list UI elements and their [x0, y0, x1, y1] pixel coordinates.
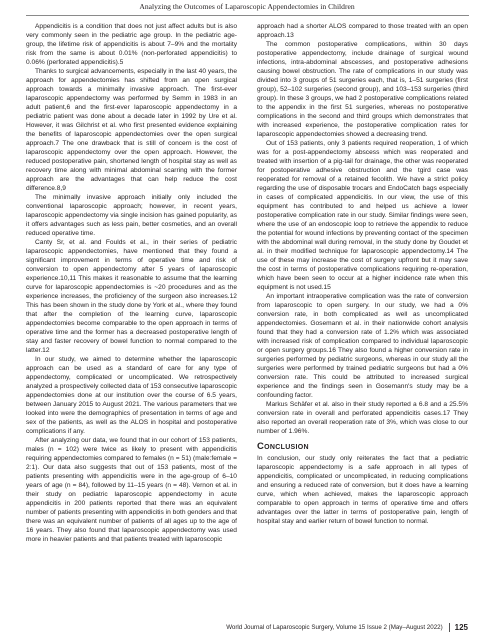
right-column	[257, 22, 468, 526]
paragraph-conversion-rate: An important intraoperative complication was the rate of conversion from laparoscopic to open surgery. In our study, we had a 0% conversion rate, in both complicated as well as uncomplicated appendectomies. Gosemann et al. in their nationwide cohort analysis found that they had a conversion rate of 1.2% which was associated with increased risk of complication compared to individual laparoscopic or open surgery groups.16 They also found a higher conversion rate in surgeries performed by pediatric surgeons, whereas in our study all the surgeries were performed by trained pediatric surgeons but had a 0% conversion rate. This could be attributed to increased surgical experience and the findings seen in Gosemann's study may be a confounding factor.	[257, 293, 468, 399]
paragraph-surgical-advancements: Thanks to surgical advancements, especially in the last 40 years, the approach for appendectomies has shifted from an open surgical approach towards a minimally invasive approach. The first-ever laparoscopic appendectomy was performed by Semm in 1983 in an adult patient,6 and the first-ever laparoscopic appendectomy in a pediatric patient was done about a decade later in 1992 by Ure et al. However, it was Gilchrist et al. who first presented evidence explaining the benefits of laparoscopic appendectomies over the open surgical approach.7 The one drawback that is still of concern is the cost of laparoscopic appendectomy over the open approach. However, the reduced postoperative pain, shortened length of hospital stay as well as recovery time along with minimal abdominal scarring with the former approach are the advantages that can help reduce the cost difference.8,9	[26, 68, 237, 192]
paragraph-minimally-invasive: The minimally invasive approach initially only included the conventional laparoscopic approach; however, in recent years, laparoscopic appendectomy via single incision has gained popularity, as it offers advantages such as less pain, better cosmetics, and an overall reduced operative time.	[26, 194, 237, 237]
header-divider	[26, 15, 469, 16]
paragraph-schafer-study: Markus Schäfer et al. also in their study reported a 6.8 and a 25.5% conversion rate in overall and perforated appendicitis cases.17 They also reported an overall reoperation rate of 3%, which was close to our number of 1.96%.	[257, 401, 468, 435]
page-number: 125	[449, 623, 468, 632]
paragraph-conclusion: In conclusion, our study only reiterates the fact that a pediatric laparoscopic appendectomy is a safe approach in all types of appendicitis, complicated or uncomplicated, in reducing complications and ensuring a reduced rate of conversion, but it does have a learning curve, which when achieved, makes the laparoscopic approach comparable to open approach in terms of operative time and offers advantages over the latter in terms of postoperative pain, length of hospital stay and earlier return of bowel function to normal.	[257, 455, 468, 525]
conclusion-heading: Conclusion	[257, 441, 309, 452]
journal-citation: World Journal of Laparoscopic Surgery, Volume 15 Issue 2 (May–August 2022)	[226, 624, 443, 631]
paragraph-reoperation: Out of 153 patients, only 3 patients required reoperation, 1 of which was for a post-appendectomy abscess which was reoperated and treated with insertion of a pig-tail for drainage, the other was reoperated for postoperative adhesive obstruction and the tgird case was reoperated for removal of a retained fecolith. We have a strict policy regarding the use of disposable trocars and EndoCatch bags especially in cases of complicated appendicitis. In our view, the use of this equipment has contributed to and helped us achieve a lower postoperative complication rate in our study. Similar findings were seen, where the use of an endoscopic loop to retrieve the appendix to reduce the potential for wound infections by preventing contact of the specimen with the abdominal wall during removal, in the study done by Goudet et al. in their modified technique for laparoscopic appendectomy.14 The use of these may increase the cost of surgery upfront but it may save the cost in terms of postoperative complications requiring re-operation, which have been seen to occur at a higher incidence rate when this equipment is not used.15	[257, 140, 468, 291]
paragraph-learning-curve: Canty Sr, et al. and Foulds et al., in their series of pediatric laparoscopic appendectomies, have mentioned that they found a significant improvement in terms of operative time and risk of conversion to open appendectomy after 5 years of laparoscopic experience.10,11 This makes it reasonable to assume that the learning curve for laparoscopic appendectomies is ~20 procedures and as the experience increases, the proficiency of the surgeon also increases.12 This has been shown in the study done by York et al., where they found that after the completion of the learning curve, laparoscopic appendectomies become comparable to the open approach in terms of operative time and the former has a decreased postoperative length of stay and faster recovery of bowel function to normal compared to the latter.12	[26, 239, 237, 354]
paragraph-complications: The common postoperative complications, within 30 days postoperative appendectomy, include drainage of surgical wound infections, intra-abdominal abscesses, and postoperative adhesions causing bowel obstruction. The rate of complications in our study was divided into 3 groups of 51 surgeries each, that is, 1–51 surgeries (first group), 52–102 surgeries (second group), and 103–153 surgeries (third group). In these 3 groups, we had 2 postoperative complications related to the appendix in the first 51 surgeries, whereas no postoperative complications in the second and third groups which demonstrates that with increased experience, the postoperative complication rates for laparoscopic appendectomies showed a decreasing trend.	[257, 41, 468, 138]
paragraph-continuation: approach had a shorter ALOS compared to those treated with an open approach.13	[257, 23, 468, 39]
paragraph-data-analysis: After analyzing our data, we found that in our cohort of 153 patients, males (n = 102) were twice as likely to present with appendicitis requiring appendectomies compared to females (n = 51) (male:female = 2:1). Our data also suggests that out of 153 patients, most of the patients presenting with appendicitis were in the age-group of 6–10 years of age (n = 84), followed by 11–15 years (n = 48). Vernon et al. in their study on pediatric laparoscopic appendectomy in acute appendicitis in 200 patients reported that there was an equivalent number of patients presenting with appendicitis in both genders and that there was an equivalent number of patients of all ages up to the age of 16 years. They also found that laparoscopic appendectomy was used more in heavier patients and that patients treated with laparoscopic	[26, 437, 237, 543]
running-header: Analyzing the Outcomes of Laparoscopic Appendectomies in Children	[139, 2, 355, 11]
page-footer	[226, 623, 468, 632]
paragraph-study-aim: In our study, we aimed to determine whether the laparoscopic approach can be used as a standard of care for any type of appendectomy, complicated or uncomplicated. We retrospectively analyzed a prospectively collected data of 153 consecutive laparoscopic appendectomies done at our institution over the course of 6.5 years, between January 2015 to August 2021. The various parameters that we looked into were the demographics of presentation in terms of age and sex of the patients, as well as the ALOS in hospital and postoperative complications if any.	[26, 356, 237, 435]
paragraph-intro-appendicitis: Appendicitis is a condition that does not just affect adults but is also very commonly seen in the pediatric age group. In the pediatric age-group, the lifetime risk of appendicitis is about 7–9% and the mortality risk from the same is about 0.01% (non-perforated appendicitis) to 0.06% (perforated appendicitis).5	[26, 23, 237, 66]
left-column	[26, 22, 237, 544]
